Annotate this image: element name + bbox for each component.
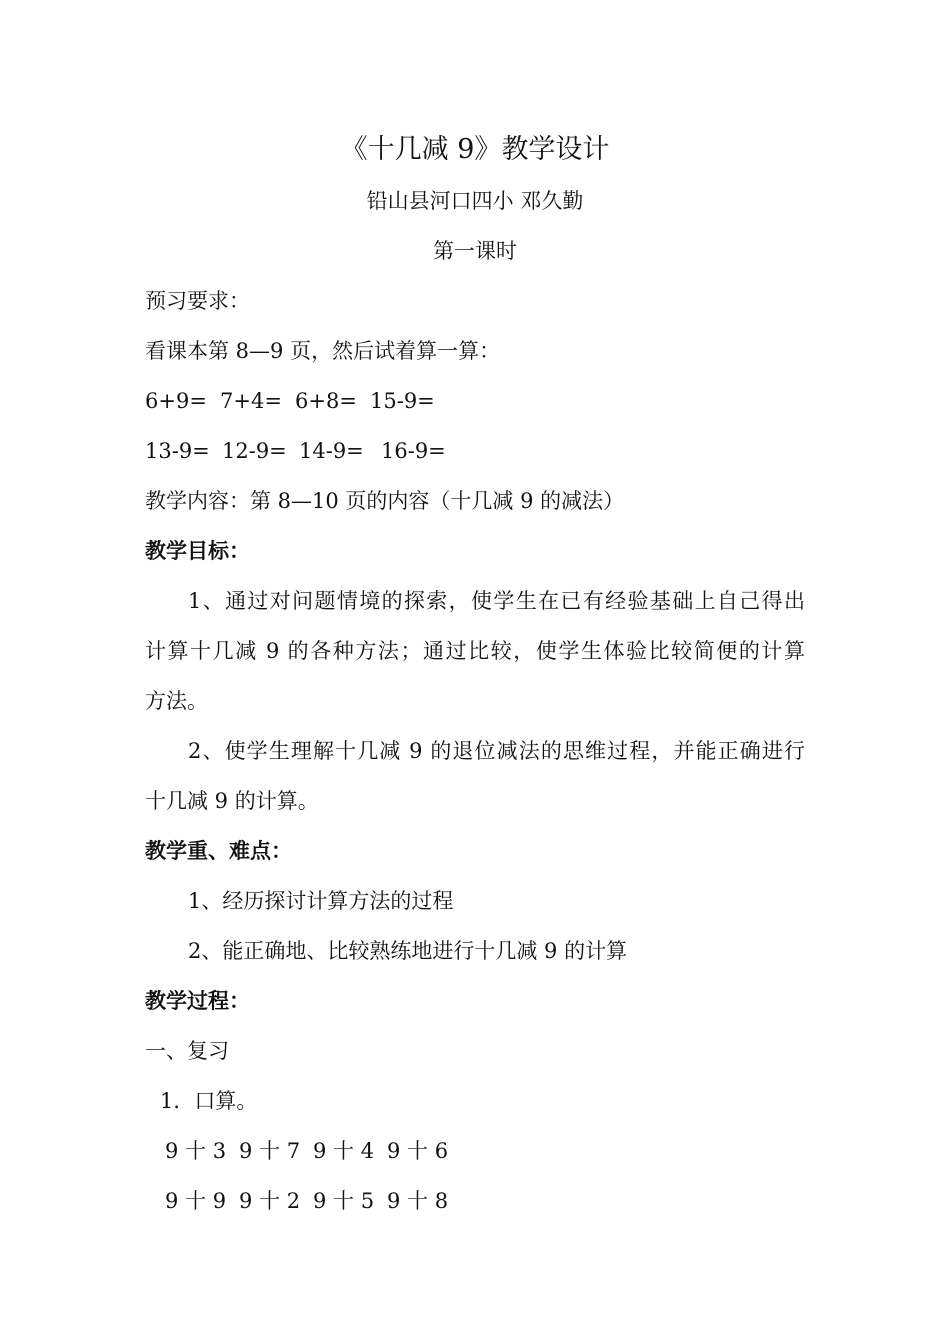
author-line: 铅山县河口四小 邓久勤	[366, 189, 584, 213]
lesson-label: 第一课时	[433, 239, 517, 263]
doc-title: 《十几减 9》教学设计	[340, 134, 610, 165]
goal-2-line-2: 十几减 9 的计算。	[145, 789, 319, 813]
oral-item: 9 十 5	[313, 1189, 375, 1213]
section-review: 一、复习	[145, 1039, 229, 1063]
keypoint-1: 1、经历探讨计算方法的过程	[188, 889, 454, 913]
oral-item: 9 十 8	[387, 1189, 449, 1213]
exercise-item: 16-9=	[381, 439, 446, 463]
oral-item: 9 十 2	[239, 1189, 301, 1213]
exercise-item: 15-9=	[370, 389, 435, 413]
preview-exercise-row-2	[145, 436, 805, 466]
oral-item: 9 十 3	[165, 1139, 227, 1163]
goal-1-line-1: 1、通过对问题情境的探索，使学生在已有经验基础上自己得出	[188, 589, 805, 613]
exercise-item: 12-9=	[222, 439, 287, 463]
preview-instruction: 看课本第 8—9 页，然后试着算一算：	[145, 339, 501, 363]
preview-exercise-row-1	[145, 386, 805, 416]
exercise-item: 13-9=	[145, 439, 210, 463]
exercise-item: 14-9=	[299, 439, 364, 463]
preview-heading: 预习要求：	[145, 289, 250, 313]
oral-calc-row-1	[165, 1136, 805, 1166]
exercise-item: 7+4=	[220, 389, 282, 413]
oral-item: 9 十 7	[239, 1139, 301, 1163]
goal-2-line-1: 2、使学生理解十几减 9 的退位减法的思维过程，并能正确进行	[188, 739, 805, 763]
exercise-item: 6+9=	[145, 389, 207, 413]
keypoint-2: 2、能正确地、比较熟练地进行十几减 9 的计算	[188, 939, 628, 963]
keypoints-heading: 教学重、难点：	[145, 838, 292, 863]
oral-item: 9 十 9	[165, 1189, 227, 1213]
teaching-content: 教学内容：第 8—10 页的内容（十几减 9 的减法）	[145, 489, 625, 513]
exercise-item: 6+8=	[295, 389, 357, 413]
goal-1-line-2: 计算十几减 9 的各种方法；通过比较，使学生体验比较简便的计算	[145, 639, 805, 663]
goals-heading: 教学目标：	[145, 538, 250, 563]
oral-calc-row-2	[165, 1186, 805, 1216]
oral-item: 9 十 6	[387, 1139, 449, 1163]
process-heading: 教学过程：	[145, 988, 250, 1013]
oral-item: 9 十 4	[313, 1139, 375, 1163]
goal-1-line-3: 方法。	[145, 689, 208, 713]
oral-calc-heading: 1．口算。	[160, 1089, 258, 1113]
